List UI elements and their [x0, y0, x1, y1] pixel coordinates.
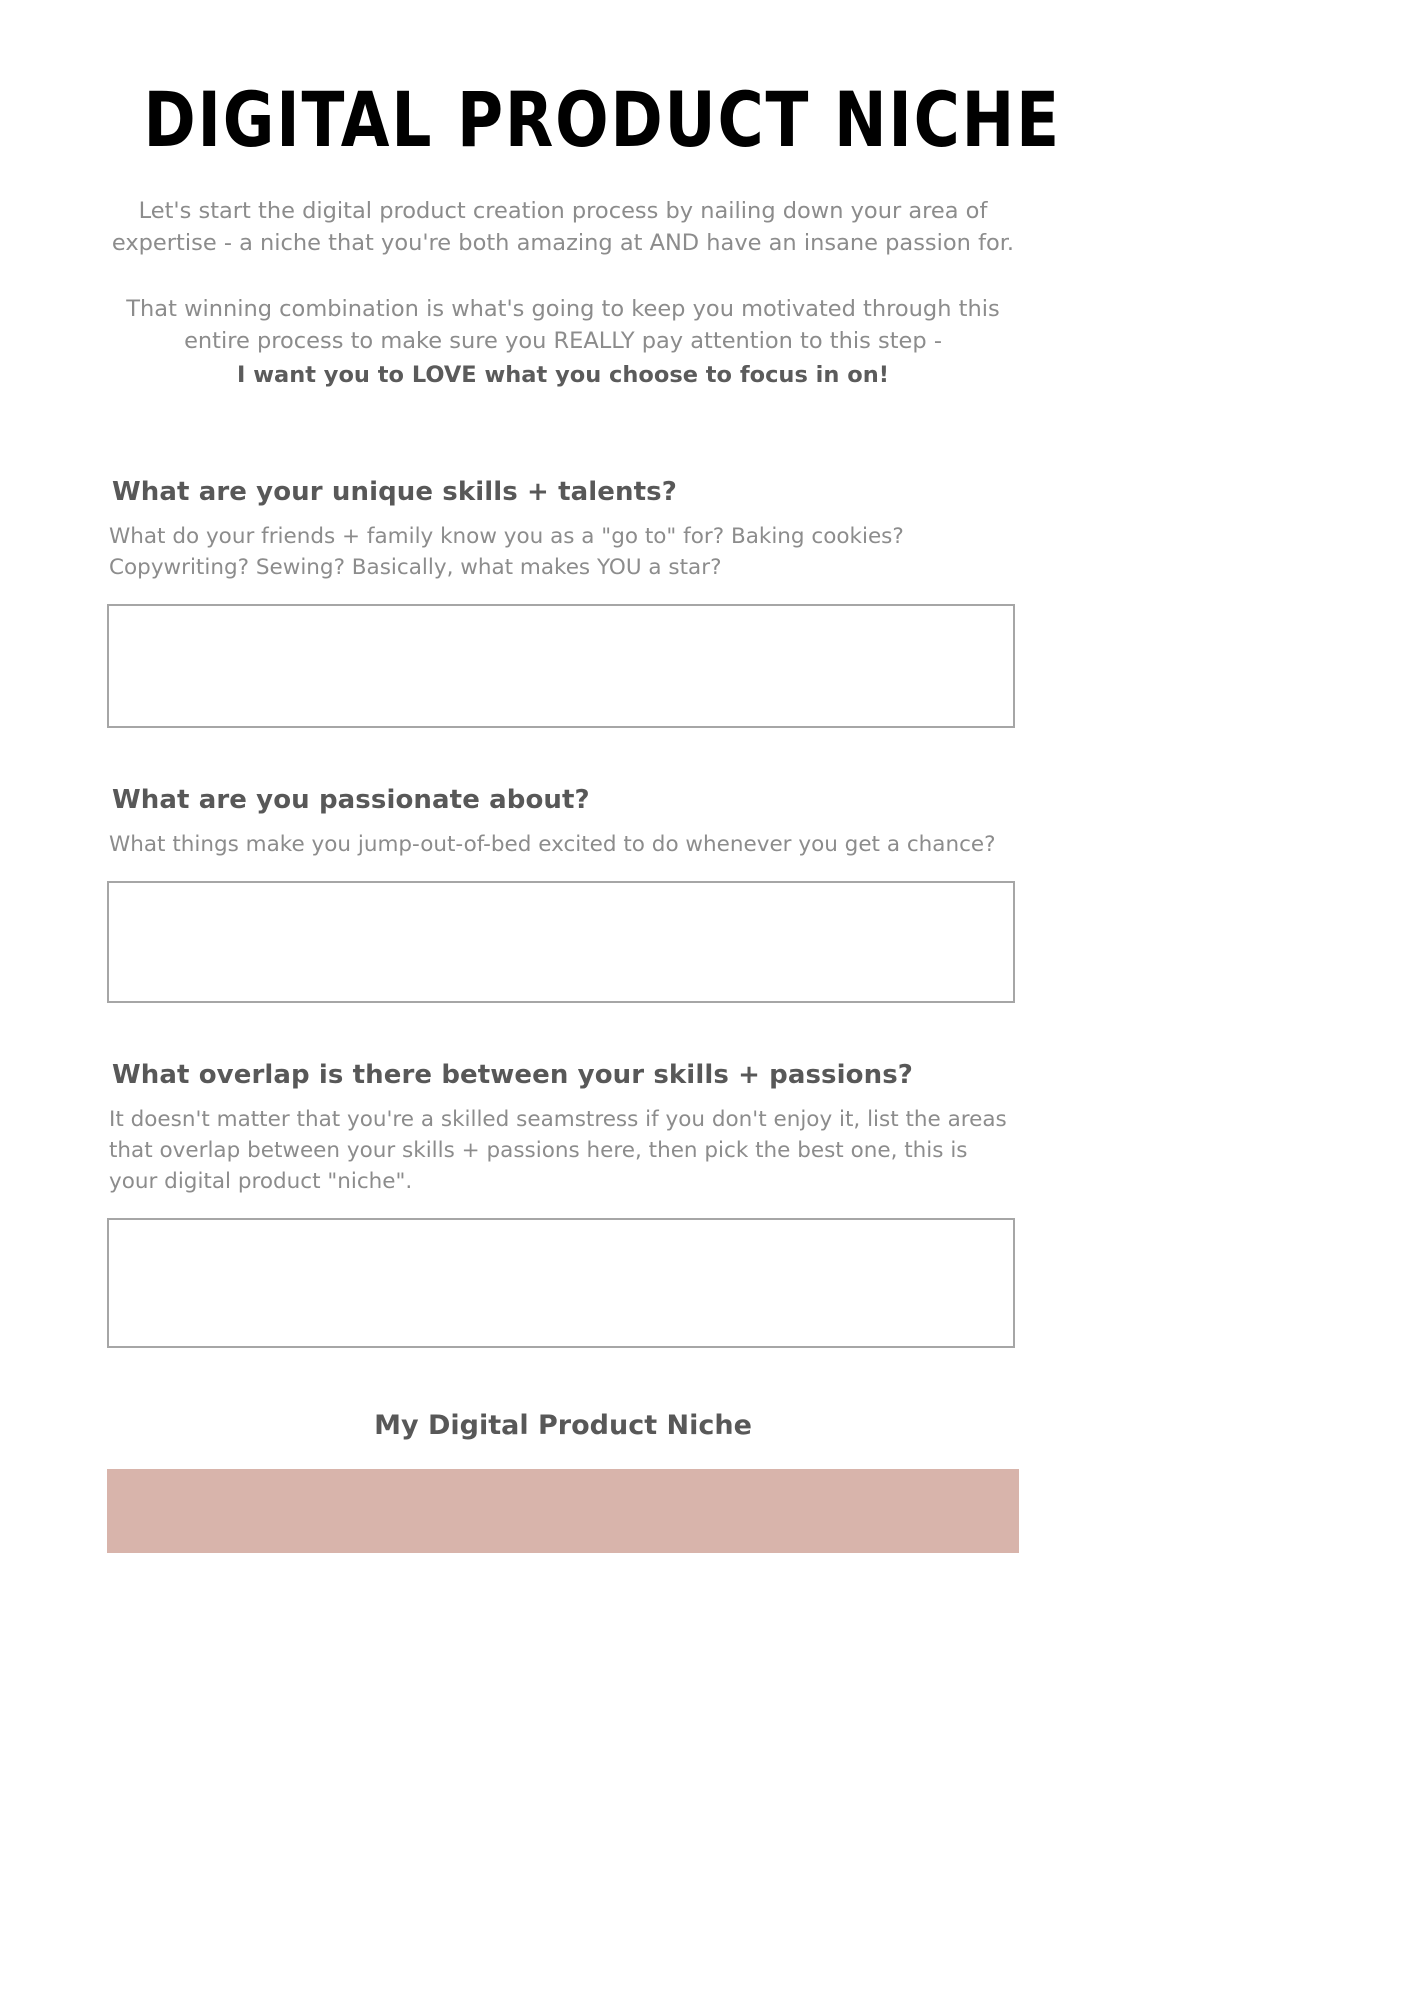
question-section-skills — [107, 476, 1019, 728]
footer-heading: My Digital Product Niche — [374, 1410, 752, 1442]
footer-section — [107, 1410, 1019, 1552]
question-description-passions: What things make you jump-out-of-bed excited to do whenever you get a chance? — [109, 832, 996, 858]
intro-emphasis-line: I want you to LOVE what you choose to focus in on! — [237, 361, 889, 388]
question-section-overlap — [107, 1059, 1019, 1348]
intro-paragraph-2-text: That winning combination is what's going to keep you motivated through this entire process to make sure you REALLY pay attention to this step - — [126, 295, 1000, 354]
answer-box-passions[interactable] — [107, 881, 1015, 1003]
question-heading-overlap: What overlap is there between your skills + passions? — [112, 1060, 913, 1091]
page-title: DIGITAL PRODUCT NICHE — [143, 75, 1061, 164]
question-section-passions — [107, 784, 1019, 1003]
content-column — [107, 0, 1061, 1553]
answer-box-skills[interactable] — [107, 604, 1015, 728]
question-description-skills: What do your friends + family know you as a "go to" for? Baking cookies? Copywriting? Sewing? Basically, what makes YOU a star? — [109, 523, 904, 580]
question-heading-skills: What are your unique skills + talents? — [112, 476, 677, 507]
intro-paragraph-1: Let's start the digital product creation process by nailing down your area of expertise - a niche that you're both amazing at AND have an insane passion for. — [111, 198, 1015, 256]
question-description-overlap: It doesn't matter that you're a skilled seamstress if you don't enjoy it, list the areas that overlap between your skills + passions here, then pick the best one, this is your digital product "niche". — [109, 1107, 1007, 1195]
niche-answer-bar[interactable] — [107, 1469, 1019, 1553]
intro-paragraph-2 — [107, 294, 1019, 392]
answer-box-overlap[interactable] — [107, 1218, 1015, 1348]
question-heading-passions: What are you passionate about? — [112, 784, 590, 815]
